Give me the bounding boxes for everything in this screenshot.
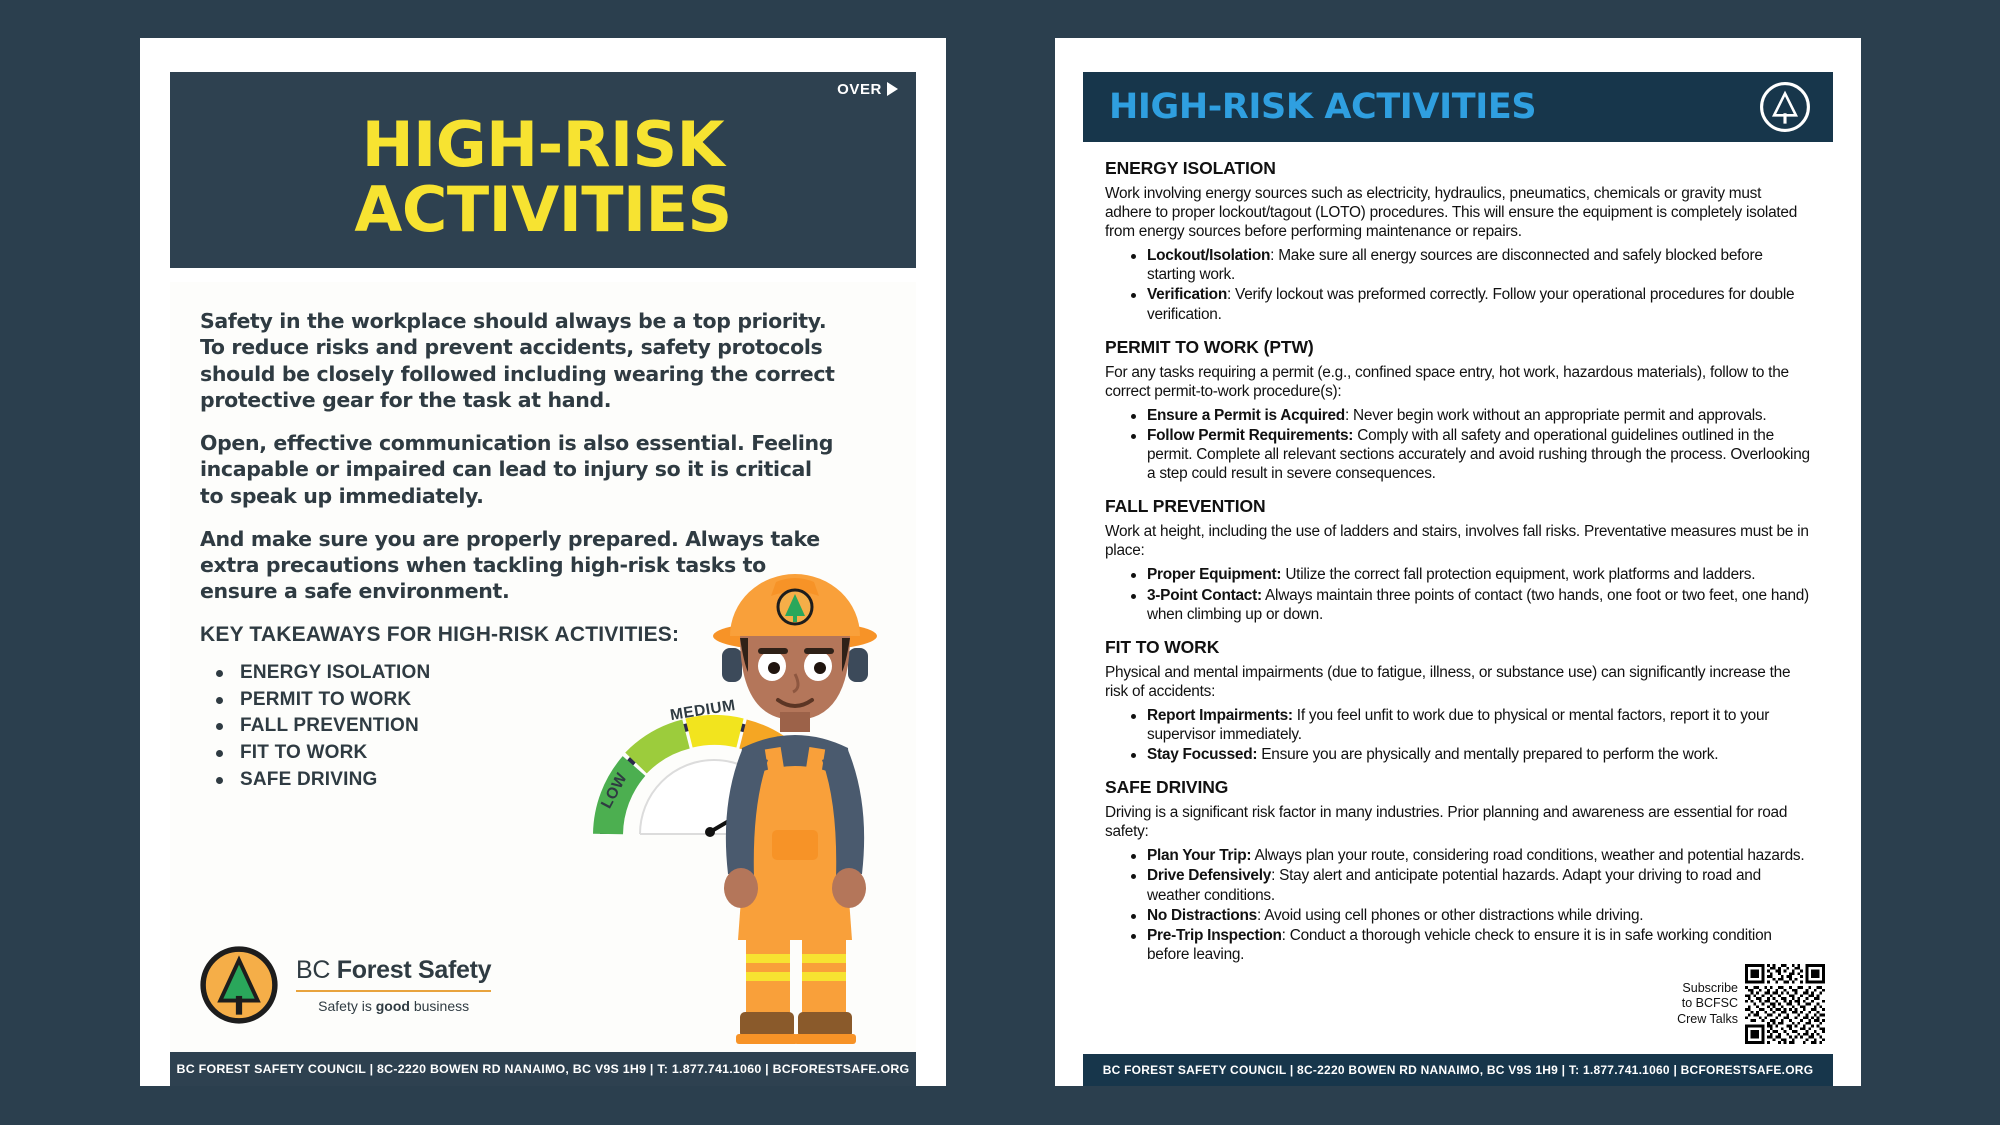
tagline-bold: good	[375, 998, 410, 1014]
logo-bc-text: BC	[296, 956, 331, 984]
section-heading: FALL PREVENTION	[1105, 496, 1266, 517]
bullet-text: Comply with all safety and operational guidelines outlined in the permit. Complete all relevant sections accurately and avoid rushing through the process. Overlooking a step could result in severe consequences.	[1147, 426, 1810, 483]
list-item: PERMIT TO WORK	[214, 687, 886, 714]
qr-code-icon[interactable]	[1745, 964, 1825, 1044]
bcfsc-tree-circle-icon	[1759, 81, 1811, 133]
section-bullet-list	[1105, 565, 1811, 623]
bullet-term: Plan Your Trip:	[1147, 847, 1252, 865]
bullet-term: Follow Permit Requirements:	[1147, 426, 1354, 444]
over-label: OVER	[837, 80, 882, 98]
content-section	[1105, 637, 1811, 764]
content-section	[1105, 158, 1811, 324]
section-heading: PERMIT TO WORK (PTW)	[1105, 336, 1314, 357]
logo-divider	[296, 990, 491, 992]
left-page-body	[170, 282, 916, 1052]
list-item: Ensure a Permit is Acquired: Never begin work without an appropriate permit and approvals.	[1131, 406, 1811, 425]
bullet-term: Drive Defensively	[1147, 867, 1272, 885]
right-page	[1055, 38, 1861, 1086]
footer-contact-text: BC FOREST SAFETY COUNCIL | 8C-2220 BOWEN RD NANAIMO, BC V9S 1H9 | T: 1.877.741.1060 | BCFORESTSAFE.ORG	[176, 1062, 910, 1076]
worker-illustration	[680, 562, 910, 1052]
bullet-text: If you feel unfit to work due to physical or mental factors, report it to your supervisor immediately.	[1147, 706, 1770, 743]
qr-caption	[1677, 981, 1738, 1028]
qr-caption-line-1: Subscribe	[1682, 980, 1738, 995]
bullet-term: Pre-Trip Inspection	[1147, 926, 1282, 944]
section-intro: Work involving energy sources such as electricity, hydraulics, pneumatics, chemicals or gravity must adhere to proper lockout/tagout (LOTO) procedures. This will ensure the equipment is completely isolated from energy sources before performing maintenance or repairs.	[1105, 185, 1798, 241]
bullet-text: Never begin work without an appropriate permit and approvals.	[1353, 406, 1767, 424]
bullet-text: Always maintain three points of contact (two hands, one foot or two feet, one hand) when climbing up or down.	[1147, 586, 1809, 623]
bcfsc-logo	[200, 946, 491, 1024]
list-item	[1131, 586, 1811, 624]
bullet-term: Proper Equipment:	[1147, 566, 1282, 584]
list-item: Pre-Trip Inspection: Conduct a thorough vehicle check to ensure it is in safe working condition before leaving.	[1131, 926, 1811, 964]
left-page-footer	[170, 1052, 916, 1086]
list-item: FALL PREVENTION	[214, 713, 886, 740]
section-intro: For any tasks requiring a permit (e.g., confined space entry, hot work, hazardous materials), follow to the correct permit-to-work procedure(s):	[1105, 363, 1789, 400]
bullet-text: Conduct a thorough vehicle check to ensure it is in safe working condition before leaving.	[1147, 926, 1772, 963]
bullet-text: Make sure all energy sources are disconnected and safely blocked before starting work.	[1147, 247, 1763, 284]
list-item	[1131, 745, 1811, 764]
key-takeaways-title: KEY TAKEAWAYS FOR HIGH-RISK ACTIVITIES:	[200, 622, 680, 646]
logo-forest-safety-text: Forest Safety	[336, 956, 492, 984]
logo-wordmark	[296, 956, 491, 985]
list-item: FIT TO WORK	[214, 740, 886, 767]
section-bullet-list	[1105, 706, 1811, 764]
list-item	[1131, 846, 1811, 865]
right-page-footer	[1083, 1054, 1833, 1086]
section-bullet-list	[1105, 406, 1811, 483]
right-page-body	[1083, 142, 1833, 1054]
list-item: Lockout/Isolation: Make sure all energy sources are disconnected and safely blocked before starting work.	[1131, 246, 1811, 284]
content-section	[1105, 496, 1811, 623]
content-section	[1105, 777, 1811, 964]
list-item: SAFE DRIVING	[214, 767, 886, 794]
qr-caption-line-2: to BCFSC	[1681, 996, 1738, 1011]
section-intro: Work at height, including the use of ladders and stairs, involves fall risks. Preventative measures must be in place:	[1105, 523, 1809, 560]
intro-paragraph-1: Safety in the workplace should always be a top priority. To reduce risks and prevent accidents, safety protocols should be closely followed including wearing the correct protective gear for the task at hand.	[200, 309, 835, 412]
tagline-prefix: Safety is	[318, 998, 372, 1014]
bullet-text: Always plan your route, considering road conditions, weather and potential hazards.	[1254, 847, 1805, 865]
bullet-term: 3-Point Contact:	[1147, 586, 1262, 604]
bullet-text: Stay alert and anticipate potential hazards. Adapt your driving to road and weather conditions.	[1147, 867, 1761, 904]
list-item	[1131, 706, 1811, 744]
left-page	[140, 38, 946, 1086]
list-item: Verification: Verify lockout was preformed correctly. Follow your operational procedures for double verification.	[1131, 285, 1811, 323]
list-item: Drive Defensively: Stay alert and anticipate potential hazards. Adapt your driving to road and weather conditions.	[1131, 866, 1811, 904]
intro-paragraph-2: Open, effective communication is also essential. Feeling incapable or impaired can lead to injury so it is critical to speak up immediately.	[200, 431, 834, 508]
bcfsc-tree-circle-icon	[200, 946, 278, 1024]
bullet-term: No Distractions	[1147, 906, 1257, 924]
right-page-header	[1083, 72, 1833, 142]
section-heading: SAFE DRIVING	[1105, 777, 1229, 798]
right-page-title: HIGH-RISK ACTIVITIES	[1109, 87, 1537, 127]
section-bullet-list	[1105, 246, 1811, 323]
qr-subscribe-block[interactable]	[1677, 964, 1825, 1044]
footer-contact-text: BC FOREST SAFETY COUNCIL | 8C-2220 BOWEN RD NANAIMO, BC V9S 1H9 | T: 1.877.741.1060 | BCFORESTSAFE.ORG	[1102, 1063, 1814, 1077]
left-page-title: HIGH-RISK ACTIVITIES	[354, 108, 732, 247]
bullet-term: Ensure a Permit is Acquired	[1147, 406, 1345, 424]
bullet-text: Utilize the correct fall protection equipment, work platforms and ladders.	[1285, 566, 1756, 584]
gauge-label-low: LOW	[598, 770, 631, 812]
list-item: ENERGY ISOLATION	[214, 660, 886, 687]
bullet-term: Verification	[1147, 286, 1227, 304]
list-item	[1131, 565, 1811, 584]
qr-caption-line-3: Crew Talks	[1677, 1011, 1738, 1026]
section-intro: Driving is a significant risk factor in many industries. Prior planning and awareness are essential for road safety:	[1105, 804, 1788, 841]
sections-container	[1105, 158, 1811, 964]
bullet-term: Report Impairments:	[1147, 706, 1293, 724]
intro-paragraph-3: And make sure you are properly prepared. Always take extra precautions when tackling high-risk tasks to ensure a safe environment.	[200, 526, 820, 604]
left-page-header	[170, 72, 916, 268]
play-triangle-icon	[887, 82, 898, 96]
section-bullet-list	[1105, 846, 1811, 964]
logo-tagline	[296, 998, 491, 1014]
bullet-term: Stay Focussed:	[1147, 746, 1258, 764]
section-heading: FIT TO WORK	[1105, 636, 1220, 657]
list-item: No Distractions: Avoid using cell phones or other distractions while driving.	[1131, 906, 1811, 925]
section-intro: Physical and mental impairments (due to fatigue, illness, or substance use) can significantly increase the risk of accidents:	[1105, 663, 1791, 700]
tagline-suffix: business	[413, 998, 470, 1014]
content-section	[1105, 337, 1811, 484]
over-indicator	[188, 80, 898, 98]
section-heading: ENERGY ISOLATION	[1105, 158, 1276, 178]
bullet-text: Avoid using cell phones or other distractions while driving.	[1264, 906, 1644, 924]
list-item	[1131, 426, 1811, 483]
bullet-text: Ensure you are physically and mentally prepared to perform the work.	[1261, 746, 1719, 764]
gauge-label-medium: MEDIUM	[668, 696, 737, 725]
bullet-text: Verify lockout was preformed correctly. Follow your operational procedures for double verification.	[1147, 286, 1795, 323]
bullet-term: Lockout/Isolation	[1147, 247, 1271, 265]
